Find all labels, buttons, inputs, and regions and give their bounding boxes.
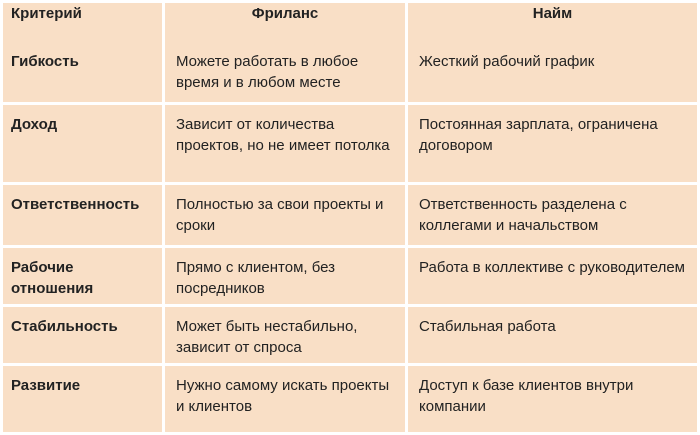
table-row <box>3 105 697 185</box>
employment-cell: Доступ к базе клиентов внутри компании <box>408 366 697 432</box>
header-employment: Найм <box>408 3 697 42</box>
freelance-cell: Полностью за свои проекты и сроки <box>165 185 408 247</box>
header-criterion: Критерий <box>3 3 165 42</box>
criterion-cell: Доход <box>3 105 165 185</box>
criterion-cell: Рабочие отношения <box>3 248 165 307</box>
employment-cell: Стабильная работа <box>408 307 697 366</box>
freelance-cell: Зависит от количества проектов, но не имеет потолка <box>165 105 408 185</box>
table-row <box>3 42 697 105</box>
freelance-cell: Можете работать в любое время и в любом месте <box>165 42 408 105</box>
header-row <box>3 3 697 42</box>
criterion-cell: Ответственность <box>3 185 165 247</box>
employment-cell: Жесткий рабочий график <box>408 42 697 105</box>
freelance-cell: Прямо с клиентом, без посредников <box>165 248 408 307</box>
employment-cell: Работа в коллективе с руководителем <box>408 248 697 307</box>
table-row <box>3 366 697 432</box>
criterion-cell: Развитие <box>3 366 165 432</box>
freelance-cell: Нужно самому искать проекты и клиентов <box>165 366 408 432</box>
header-freelance: Фриланс <box>165 3 408 42</box>
freelance-cell: Может быть нестабильно, зависит от спроса <box>165 307 408 366</box>
table-row <box>3 185 697 247</box>
table-row <box>3 248 697 307</box>
criterion-cell: Стабильность <box>3 307 165 366</box>
criterion-cell: Гибкость <box>3 42 165 105</box>
table-row <box>3 307 697 366</box>
employment-cell: Ответственность разделена с коллегами и начальством <box>408 185 697 247</box>
comparison-table <box>3 3 697 432</box>
employment-cell: Постоянная зарплата, ограничена договором <box>408 105 697 185</box>
